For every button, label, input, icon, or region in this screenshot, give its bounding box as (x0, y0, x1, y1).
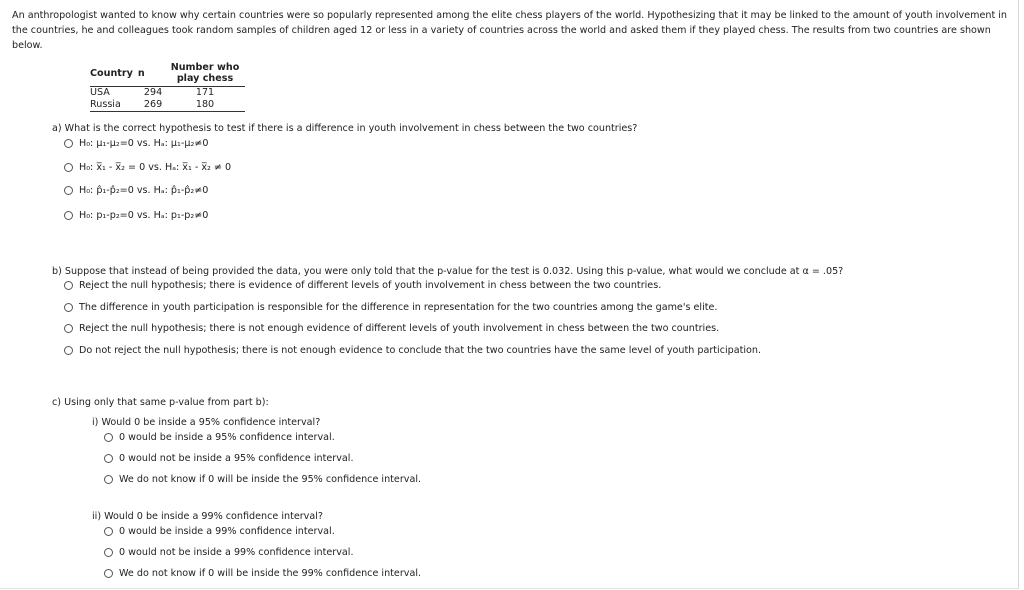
part-a-option-3[interactable] (64, 184, 208, 197)
radio-button[interactable] (64, 186, 73, 195)
radio-button[interactable] (64, 211, 73, 220)
option-label: 0 would not be inside a 95% confidence interval. (119, 453, 354, 464)
part-b-question: b) Suppose that instead of being provided the data, you were only told that the p-value for the test is 0.032. Using this p-value, what would we conclude at α = .05? (52, 266, 844, 277)
cell-n: 269 (138, 99, 165, 112)
option-label: Reject the null hypothesis; there is evidence of different levels of youth involvement in chess between the two countries. (79, 280, 662, 291)
data-table (90, 62, 245, 112)
cell-country: Russia (90, 99, 138, 112)
part-c-i-question: i) Would 0 be inside a 95% confidence interval? (92, 417, 321, 428)
radio-button[interactable] (104, 475, 113, 484)
header-n: n (138, 62, 165, 87)
part-c-ii-option-3[interactable] (104, 567, 421, 580)
problem-intro: An anthropologist wanted to know why certain countries were so popularly represented among the elite chess players of the world. Hypothesizing that it may be linked to the amount of youth involvement in the countries, he and colleagues took random samples of children aged 12 or less in a variety of countries across the world and asked them if they played chess. The results from two countries are shown below. (12, 10, 1007, 51)
part-c-question: c) Using only that same p-value from part b): (52, 397, 269, 408)
option-label: 0 would be inside a 99% confidence interval. (119, 526, 335, 537)
radio-button[interactable] (64, 346, 73, 355)
option-label: H₀: μ₁-μ₂=0 vs. Hₐ: μ₁-μ₂≠0 (79, 138, 209, 149)
part-c-i-option-1[interactable] (104, 431, 335, 444)
table-row (90, 87, 245, 100)
table-row (90, 99, 245, 112)
part-b-option-1[interactable] (64, 279, 661, 292)
radio-button[interactable] (64, 303, 73, 312)
part-c-i-option-3[interactable] (104, 473, 421, 486)
part-c-ii-option-1[interactable] (104, 525, 335, 538)
option-label: We do not know if 0 will be inside the 95% confidence interval. (119, 474, 422, 485)
radio-button[interactable] (104, 548, 113, 557)
part-b-option-4[interactable] (64, 344, 761, 357)
radio-button[interactable] (104, 527, 113, 536)
radio-button[interactable] (104, 433, 113, 442)
part-c-ii-question: ii) Would 0 be inside a 99% confidence interval? (92, 511, 323, 522)
part-b-option-3[interactable] (64, 322, 719, 335)
part-a-question: a) What is the correct hypothesis to test if there is a difference in youth involvement in chess between the two countries? (52, 123, 638, 134)
part-c-ii-option-2[interactable] (104, 546, 354, 559)
radio-button[interactable] (64, 324, 73, 333)
option-label: H₀: x̅₁ - x̅₂ = 0 vs. Hₐ: x̅₁ - x̅₂ ≠ 0 (79, 162, 232, 173)
option-label: The difference in youth participation is responsible for the difference in representation for the two countries among the game's elite. (79, 302, 718, 313)
table-header-row (90, 62, 245, 87)
option-label: 0 would be inside a 95% confidence interval. (119, 432, 335, 443)
option-label: H₀: p̂₁-p̂₂=0 vs. Hₐ: p̂₁-p̂₂≠0 (79, 185, 209, 196)
part-b-option-2[interactable] (64, 301, 717, 314)
radio-button[interactable] (104, 454, 113, 463)
radio-button[interactable] (64, 281, 73, 290)
option-label: 0 would not be inside a 99% confidence interval. (119, 547, 354, 558)
part-a-option-2[interactable] (64, 161, 231, 174)
option-label: H₀: p₁-p₂=0 vs. Hₐ: p₁-p₂≠0 (79, 210, 209, 221)
option-label: Reject the null hypothesis; there is not enough evidence of different levels of youth involvement in chess between the two countries. (79, 323, 720, 334)
option-label: Do not reject the null hypothesis; there is not enough evidence to conclude that the two countries have the same level of youth participation. (79, 345, 762, 356)
cell-n: 294 (143, 87, 163, 98)
radio-button[interactable] (64, 139, 73, 148)
part-c-i-option-2[interactable] (104, 452, 354, 465)
header-play-chess: Number who play chess (165, 62, 245, 87)
cell-play: 171 (195, 87, 215, 98)
radio-button[interactable] (64, 163, 73, 172)
part-a-option-4[interactable] (64, 209, 208, 222)
option-label: We do not know if 0 will be inside the 99% confidence interval. (119, 568, 422, 579)
cell-country: USA (90, 87, 110, 98)
cell-play: 180 (165, 99, 245, 112)
part-a-option-1[interactable] (64, 137, 208, 150)
header-country: Country (90, 62, 138, 87)
radio-button[interactable] (104, 569, 113, 578)
